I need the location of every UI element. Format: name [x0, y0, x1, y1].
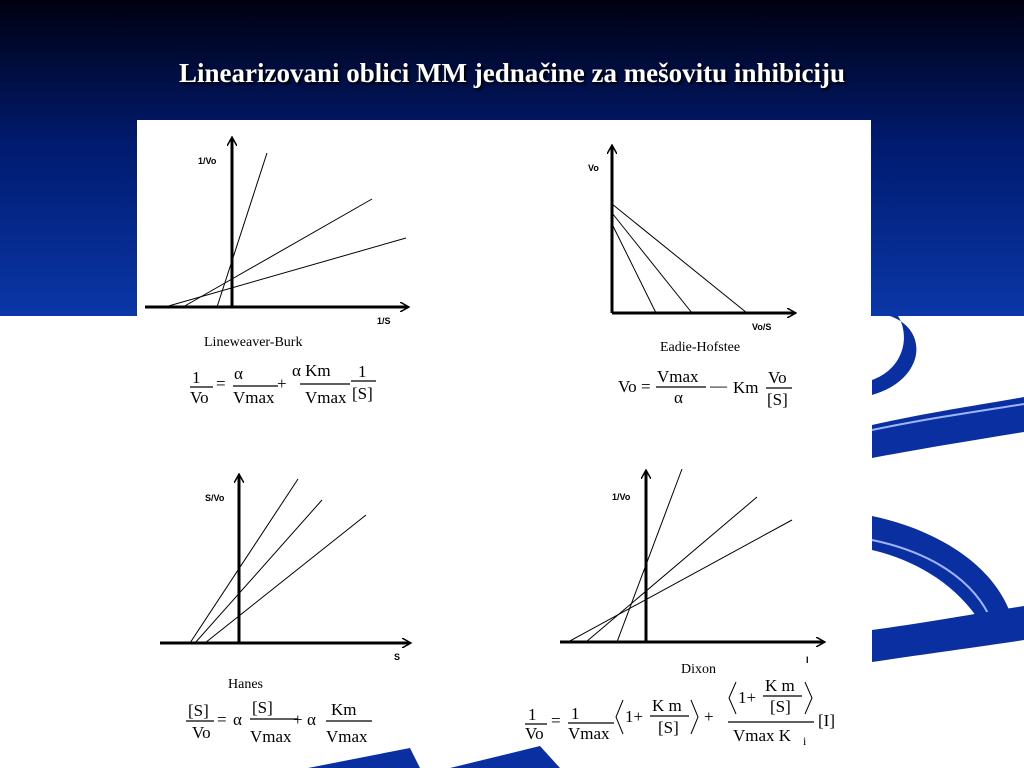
dixon-eq-t1-num: 1: [571, 704, 580, 723]
hanes-line-1: [190, 479, 298, 643]
lb-eq-t3-num: 1: [358, 362, 367, 381]
dixon-eq-t1-den: Vmax: [568, 724, 610, 743]
dixon-y-axis-label: 1/Vo: [612, 492, 631, 502]
hanes-equation: [186, 698, 372, 746]
hanes-eq-t1-den: Vmax: [250, 727, 292, 746]
svg-text:+: +: [293, 710, 303, 729]
hanes-x-axis-label: S: [394, 652, 401, 662]
eh-eq-t1-num: Vmax: [657, 367, 699, 386]
hanes-y-axis-label: S/Vo: [205, 493, 225, 503]
dixon-caption: Dixon: [681, 662, 716, 677]
slide-title: Linearizovani oblici MM jednačine za mešovitu inhibiciju: [179, 58, 845, 88]
svg-text:=: =: [217, 710, 227, 729]
dixon-eq-den2: Vmax K: [733, 726, 792, 745]
eh-caption: Eadie-Hofstee: [660, 340, 741, 355]
svg-text:=: =: [216, 374, 226, 393]
svg-text:α: α: [307, 710, 316, 729]
dixon-line-2: [586, 497, 757, 642]
eh-eq-lhs: Vo: [618, 377, 637, 396]
eh-eq-t1-den: α: [674, 388, 683, 407]
eh-x-axis-label: Vo/S: [752, 322, 772, 332]
eh-eq-t3-den: [S]: [767, 390, 788, 409]
svg-text:=: =: [551, 711, 561, 730]
hanes-eq-lhs-num: [S]: [188, 701, 209, 720]
eh-line-2: [612, 213, 692, 313]
lb-line-1: [217, 153, 267, 307]
hanes-eq-t2-num: Km: [331, 700, 357, 719]
plot-hanes: [160, 475, 410, 746]
dixon-x-axis-label: I: [806, 655, 809, 665]
hanes-eq-t2-den: Vmax: [326, 727, 368, 746]
eh-line-3: [612, 224, 656, 313]
lb-eq-lhs-den: Vo: [190, 388, 209, 407]
lb-eq-lhs-num: 1: [192, 368, 201, 387]
svg-text:—: —: [710, 376, 727, 395]
svg-text:+: +: [277, 374, 287, 393]
plot-lineweaver-burk: [145, 138, 408, 407]
hanes-eq-lhs-den: Vo: [192, 723, 211, 742]
dixon-eq-p2-a: 1+: [738, 688, 757, 707]
eh-y-axis-label: Vo: [588, 163, 599, 173]
svg-text:+: +: [704, 707, 714, 726]
plot-dixon: [525, 469, 835, 748]
hanes-line-2: [195, 500, 322, 643]
lb-caption: Lineweaver-Burk: [204, 335, 303, 350]
dixon-eq-p2-den: [S]: [770, 697, 791, 716]
eh-equation: [618, 367, 792, 409]
hanes-eq-t1-num: [S]: [252, 698, 273, 717]
hanes-line-3: [205, 515, 366, 643]
lb-eq-t2-den: Vmax: [305, 388, 347, 407]
dixon-eq-p1-den: [S]: [658, 718, 679, 737]
dixon-eq-tail: [I]: [818, 711, 835, 730]
dixon-eq-lhs-num: 1: [528, 705, 537, 724]
lb-eq-t3-den: [S]: [352, 384, 373, 403]
lb-line-2: [183, 199, 372, 307]
lb-x-axis-label: 1/S: [377, 316, 391, 326]
dixon-eq-p1-num: K m: [652, 696, 682, 715]
plot-eadie-hofstee: [588, 146, 795, 409]
lb-equation: [190, 361, 376, 407]
svg-text:=: =: [641, 377, 651, 396]
lb-eq-t1-num: α: [234, 364, 243, 383]
dixon-eq-den2-sub: i: [803, 734, 807, 748]
dixon-line-3: [568, 520, 792, 642]
lb-eq-t2-num: α Km: [292, 361, 331, 380]
lb-y-axis-label: 1/Vo: [198, 156, 217, 166]
dixon-eq-p2-num: K m: [765, 676, 795, 695]
dixon-eq-p1-a: 1+: [625, 707, 644, 726]
hanes-caption: Hanes: [228, 677, 263, 692]
eh-eq-t2: Km: [733, 378, 759, 397]
dixon-eq-lhs-den: Vo: [525, 724, 544, 743]
lb-eq-t1-den: Vmax: [233, 388, 275, 407]
eh-eq-t3-num: Vo: [768, 368, 787, 387]
svg-text:α: α: [233, 710, 242, 729]
dixon-equation: [525, 676, 835, 748]
